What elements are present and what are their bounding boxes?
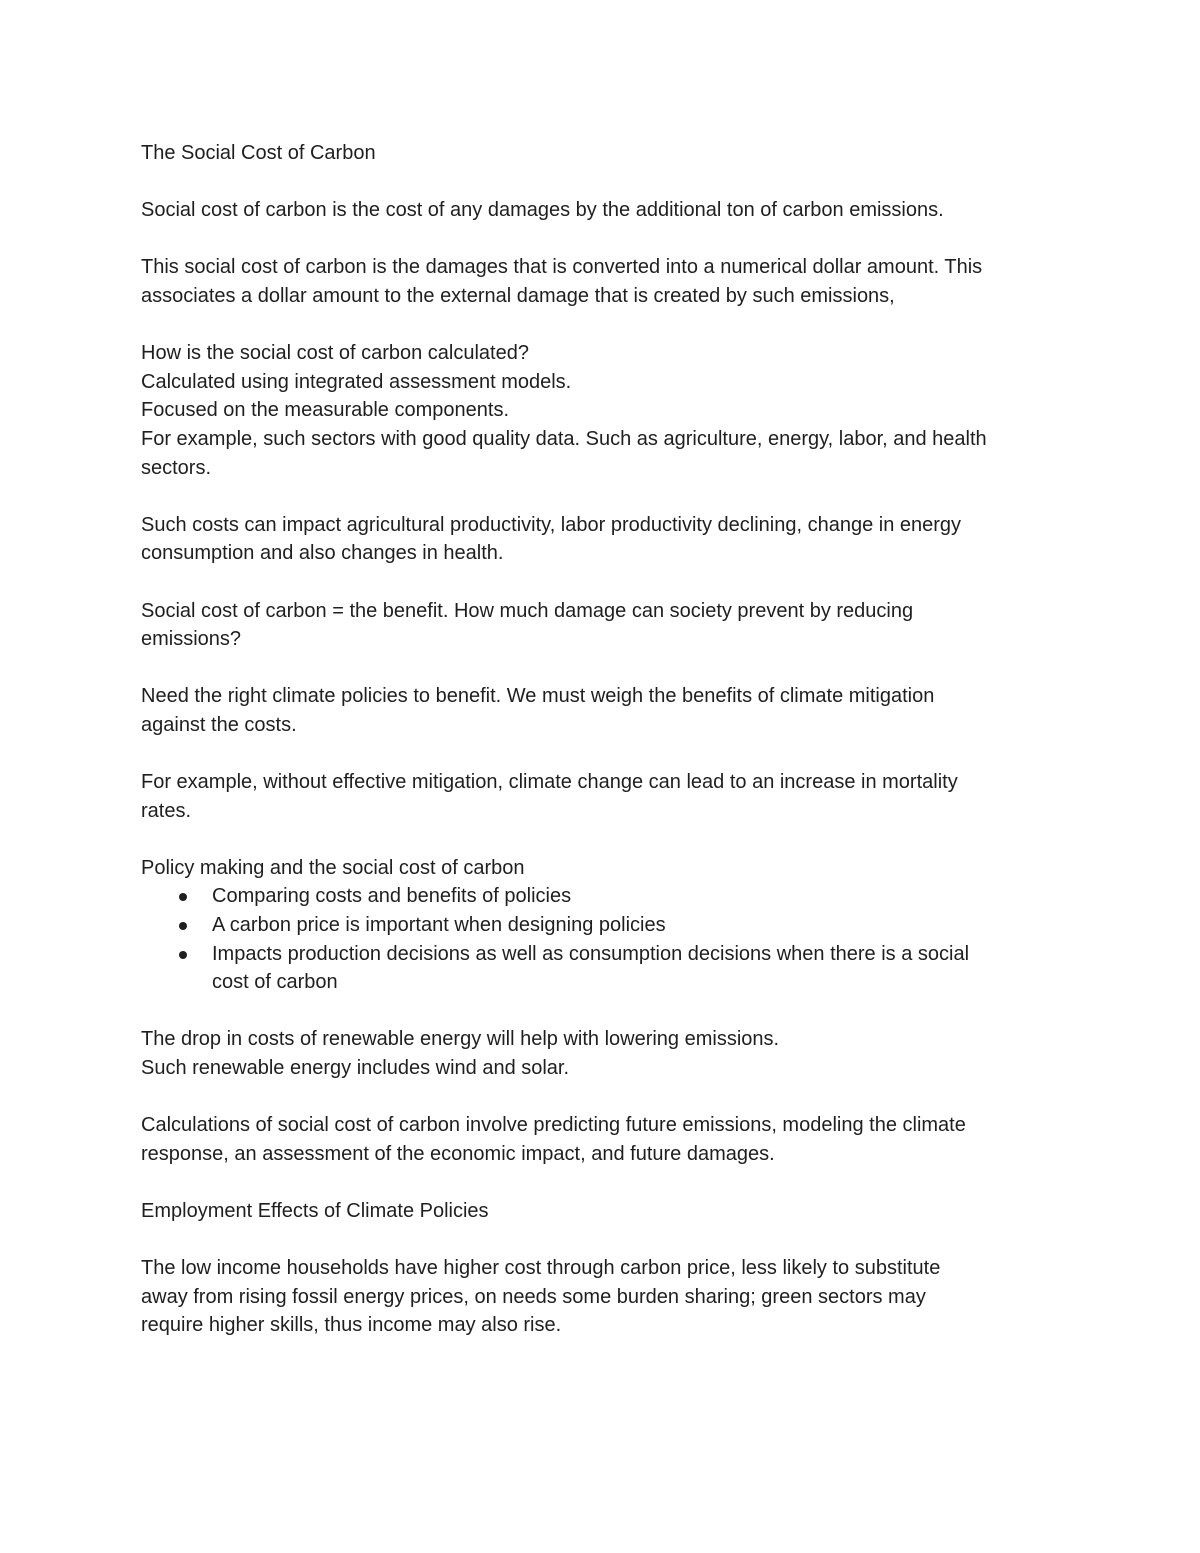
spacer — [141, 168, 1071, 197]
text-line: rates. — [141, 799, 192, 822]
paragraph-calculations — [141, 1111, 1071, 1168]
bullet-icon — [179, 893, 187, 901]
spacer — [141, 654, 1071, 683]
spacer — [141, 997, 1071, 1026]
paragraph-benefit — [141, 597, 1071, 654]
paragraph-calculation — [141, 339, 1071, 482]
paragraph-dollar-amount — [141, 253, 1071, 310]
text-line: emissions? — [141, 628, 242, 651]
text-line: A carbon price is important when designing policies — [212, 914, 666, 937]
spacer — [141, 568, 1071, 597]
paragraph-impacts — [141, 511, 1071, 568]
text-line: The low income households have higher cost through carbon price, less likely to substitute — [141, 1257, 941, 1280]
spacer — [141, 311, 1071, 340]
bullet-list — [141, 882, 1071, 996]
document-title: The Social Cost of Carbon — [141, 142, 376, 164]
text-line: Focused on the measurable components. — [141, 399, 509, 422]
text-line: against the costs. — [141, 713, 297, 736]
list-item — [141, 882, 1071, 911]
section-heading: Employment Effects of Climate Policies — [141, 1199, 489, 1222]
text-line: cost of carbon — [212, 971, 338, 994]
text-line: Calculations of social cost of carbon involve predicting future emissions, modeling the climate — [141, 1114, 966, 1137]
text-line: Such renewable energy includes wind and solar. — [141, 1057, 570, 1079]
text-line: Comparing costs and benefits of policies — [212, 885, 572, 908]
text-line: This social cost of carbon is the damages that is converted into a numerical dollar amount. This — [141, 256, 983, 279]
spacer — [141, 1168, 1071, 1197]
bullet-icon — [179, 951, 187, 959]
text-line: The drop in costs of renewable energy will help with lowering emissions. — [141, 1028, 780, 1051]
text-line: For example, such sectors with good quality data. Such as agriculture, energy, labor, and health — [141, 427, 987, 450]
text-line: Social cost of carbon = the benefit. How much damage can society prevent by reducing — [141, 599, 914, 622]
text-line: Impacts production decisions as well as consumption decisions when there is a social — [212, 942, 970, 965]
paragraph-definition — [141, 196, 1071, 225]
text-line: require higher skills, thus income may also rise. — [141, 1314, 562, 1337]
spacer — [141, 482, 1071, 511]
text-line: response, an assessment of the economic impact, and future damages. — [141, 1142, 775, 1165]
text-line: associates a dollar amount to the external damage that is created by such emissions, — [141, 284, 895, 307]
paragraph-employment — [141, 1254, 1071, 1340]
paragraph-renewables — [141, 1025, 1071, 1082]
text-line: Social cost of carbon is the cost of any damages by the additional ton of carbon emissions. — [141, 199, 944, 222]
spacer — [141, 1226, 1071, 1255]
spacer — [141, 1083, 1071, 1112]
text-line: Need the right climate policies to benefit. We must weigh the benefits of climate mitigation — [141, 685, 935, 708]
spacer — [141, 225, 1071, 254]
text-line: Such costs can impact agricultural productivity, labor productivity declining, change in energy — [141, 513, 962, 536]
paragraph-policies — [141, 682, 1071, 739]
list-item — [141, 911, 1071, 940]
spacer — [141, 739, 1071, 768]
text-line: For example, without effective mitigation, climate change can lead to an increase in mortality — [141, 771, 958, 794]
text-line: Calculated using integrated assessment models. — [141, 370, 572, 393]
document-page — [141, 139, 1071, 1340]
text-line: How is the social cost of carbon calculated? — [141, 342, 529, 365]
list-item — [141, 940, 1071, 997]
policy-heading: Policy making and the social cost of carbon — [141, 856, 525, 879]
spacer — [141, 825, 1071, 854]
text-line: away from rising fossil energy prices, on needs some burden sharing; green sectors may — [141, 1285, 926, 1308]
bullet-icon — [179, 922, 187, 930]
text-line: consumption and also changes in health. — [141, 542, 504, 565]
paragraph-mortality — [141, 768, 1071, 825]
text-line: sectors. — [141, 456, 212, 479]
